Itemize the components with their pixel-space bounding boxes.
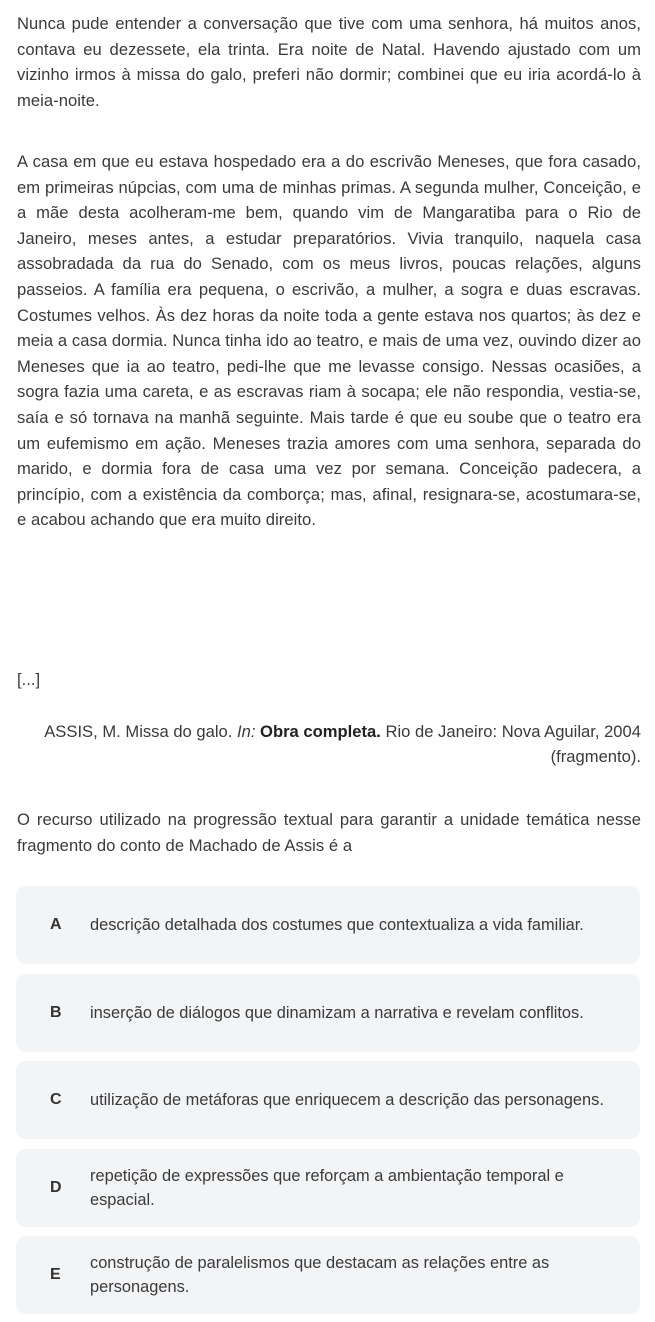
citation xyxy=(17,719,641,769)
question-statement: O recurso utilizado na progressão textual para garantir a unidade temática nesse fragmento do conto de Machado de Assis é a xyxy=(17,810,641,855)
citation-note: (fragmento). xyxy=(550,747,641,766)
text-ellipsis: [...] xyxy=(17,670,41,689)
option-text: construção de paralelismos que destacam as relações entre as personagens. xyxy=(90,1254,550,1296)
option-c[interactable] xyxy=(16,1061,640,1139)
option-d[interactable] xyxy=(16,1149,640,1227)
option-text: inserção de diálogos que dinamizam a narrativa e revelam conflitos. xyxy=(90,1004,584,1022)
citation-publisher: Rio de Janeiro: Nova Aguilar, 2004 xyxy=(380,722,641,741)
option-e[interactable] xyxy=(16,1236,640,1314)
text-paragraph-2: A casa em que eu estava hospedado era a do escrivão Meneses, que fora casado, em primeiras núpcias, com uma de minhas primas. A segunda mulher, Conceição, e a mãe desta acolheram-me bem, quando vim de Mangaratiba para o Rio de Janeiro, meses antes, a estudar preparatórios. Vivia tranquilo, naquela casa assobradada da rua do Senado, com os meus livros, poucas relações, alguns passeios. A família era pequena, o escrivão, a mulher, a sogra e duas escravas. Costumes velhos. Às dez horas da noite toda a gente estava nos quartos; às dez e meia a casa dormia. Nunca tinha ido ao teatro, e mais de uma vez, ouvindo dizer ao Meneses que ia ao teatro, pedi-lhe que me levasse consigo. Nessas ocasiões, a sogra fazia uma careta, e as escravas riam à socapa; ele não respondia, vestia-se, saía e só tornava na manhã seguinte. Mais tarde é que eu soube que o teatro era um eufemismo em ação. Meneses trazia amores com uma senhora, separada do marido, e dormia fora de casa uma vez por semana. Conceição padecera, a princípio, com a existência da comborça; mas, afinal, resignara-se, acostumara-se, e acabou achando que era muito direito. xyxy=(17,152,641,530)
option-text: repetição de expressões que reforçam a ambientação temporal e espacial. xyxy=(90,1167,564,1209)
option-letter: C xyxy=(50,1091,62,1108)
option-b[interactable] xyxy=(16,974,640,1052)
citation-line xyxy=(17,719,641,744)
citation-author: ASSIS, M. Missa do galo. xyxy=(44,722,237,741)
option-letter: B xyxy=(50,1004,62,1021)
citation-in-label: In: xyxy=(236,722,256,741)
text-paragraph-1: Nunca pude entender a conversação que tive com uma senhora, há muitos anos, contava eu dezessete, ela trinta. Era noite de Natal. Havendo ajustado com um vizinho irmos à missa do galo, preferi não dormir; combinei que eu iria acordá-lo à meia-noite. xyxy=(17,14,641,110)
option-letter: A xyxy=(50,916,62,933)
option-text: descrição detalhada dos costumes que contextualiza a vida familiar. xyxy=(90,916,584,934)
citation-work: Obra completa. xyxy=(255,722,381,741)
option-a[interactable] xyxy=(16,886,640,964)
option-letter: D xyxy=(50,1179,62,1196)
option-letter: E xyxy=(50,1266,61,1283)
option-text: utilização de metáforas que enriquecem a descrição das personagens. xyxy=(90,1091,604,1109)
